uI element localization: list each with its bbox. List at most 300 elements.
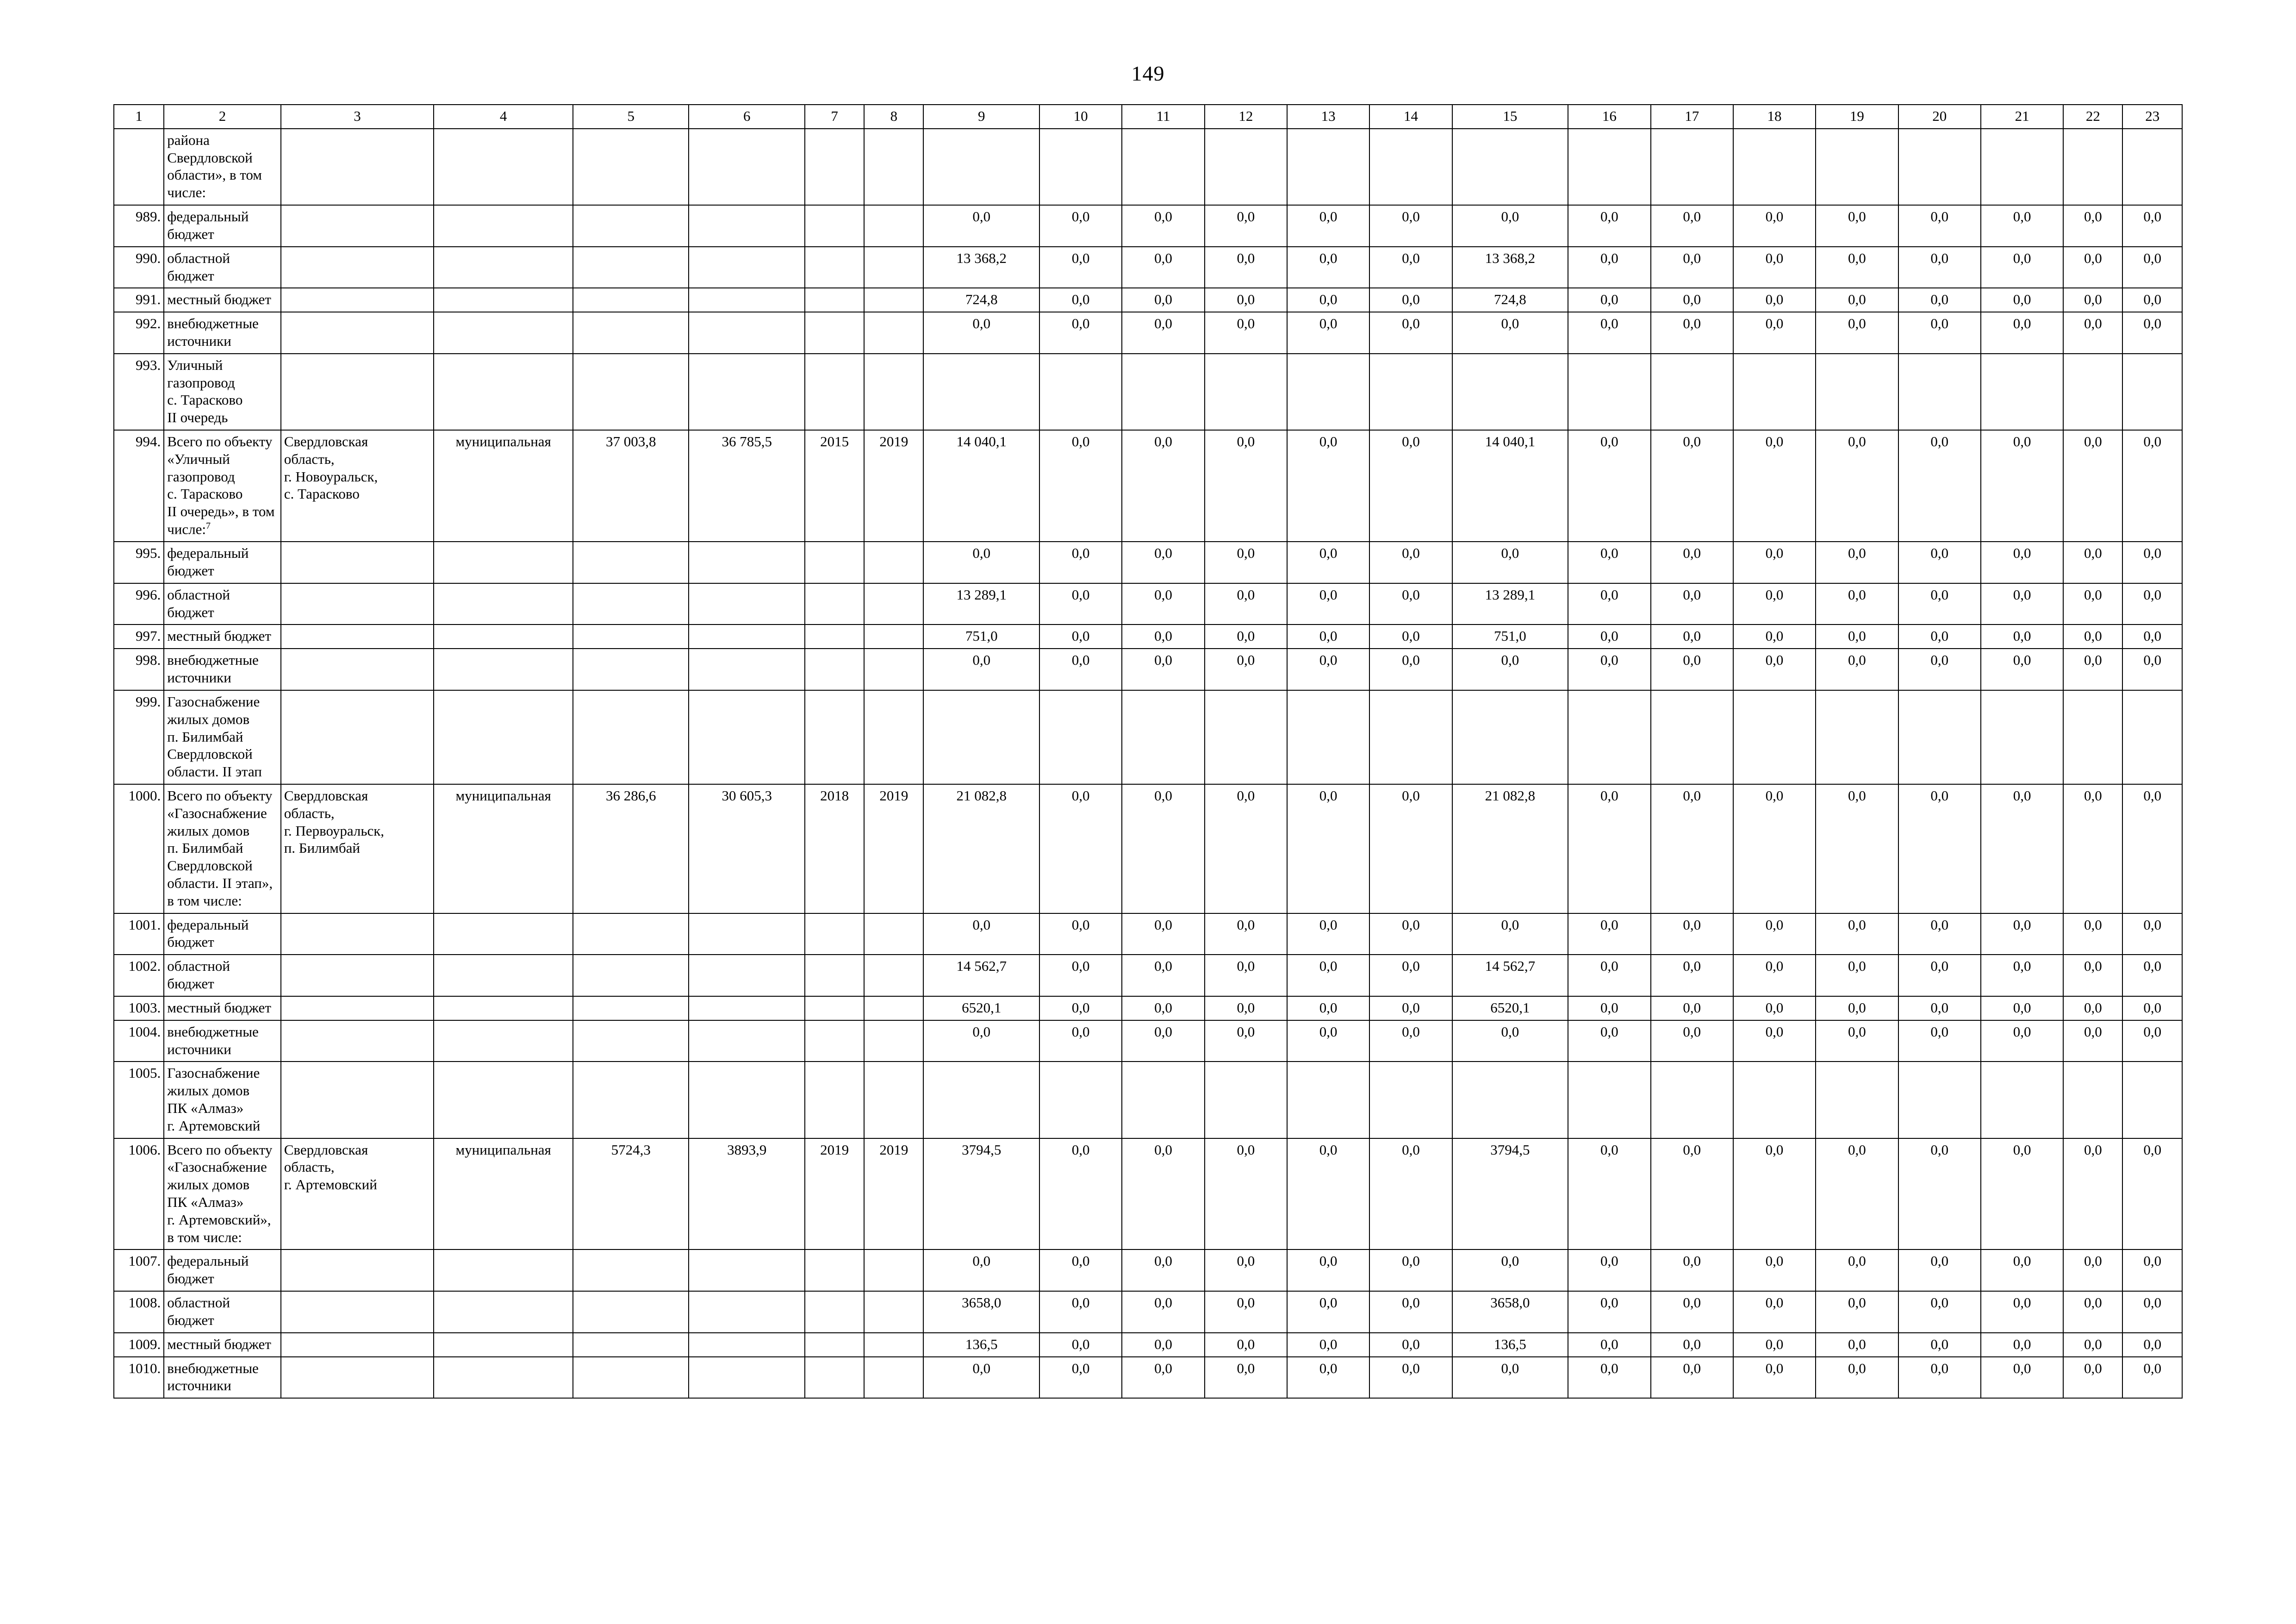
cell-empty	[281, 1062, 434, 1138]
cell-value: 6520,1	[1452, 996, 1568, 1020]
cell-value: 0,0	[1287, 542, 1369, 583]
cell-empty	[1452, 690, 1568, 784]
cell-empty	[805, 649, 864, 690]
cell-value: 0,0	[1733, 205, 1816, 247]
cell-value: 0,0	[1568, 913, 1650, 955]
cell-value: 2019	[805, 1138, 864, 1250]
cell-value: 0,0	[1122, 649, 1204, 690]
cell-empty	[573, 1249, 689, 1291]
table-row	[114, 430, 2182, 542]
cell-value: 3658,0	[923, 1291, 1039, 1333]
cell-value: 0,0	[1568, 542, 1650, 583]
cell-value: 0,0	[1981, 1333, 2063, 1357]
cell-value: 14 562,7	[1452, 955, 1568, 996]
cell-value: 0,0	[1733, 1357, 1816, 1399]
cell-empty	[1981, 129, 2063, 205]
cell-value: 0,0	[1122, 1138, 1204, 1250]
cell-value: 0,0	[2063, 955, 2122, 996]
cell-value: Свердловская область, г. Первоуральск, п. Билимбай	[281, 784, 434, 913]
cell-value: 0,0	[1287, 430, 1369, 542]
cell-value: 0,0	[1205, 430, 1287, 542]
cell-empty	[434, 690, 573, 784]
cell-value: 0,0	[2122, 288, 2182, 312]
cell-empty	[689, 1062, 805, 1138]
row-index: 1001.	[114, 913, 164, 955]
column-number-row	[114, 105, 2182, 129]
cell-value: 0,0	[1733, 583, 1816, 625]
cell-empty	[281, 625, 434, 649]
cell-empty	[689, 129, 805, 205]
cell-value: муниципальная	[434, 430, 573, 542]
cell-value: 136,5	[923, 1333, 1039, 1357]
cell-value: 0,0	[1651, 649, 1733, 690]
cell-empty	[923, 690, 1039, 784]
cell-value: 0,0	[2122, 1357, 2182, 1399]
cell-value: 0,0	[1122, 955, 1204, 996]
cell-empty	[281, 1249, 434, 1291]
table-row	[114, 288, 2182, 312]
cell-empty	[1981, 1062, 2063, 1138]
cell-value: 0,0	[2122, 1020, 2182, 1062]
cell-value: 0,0	[1733, 1249, 1816, 1291]
cell-value: 0,0	[2122, 1291, 2182, 1333]
cell-value: 0,0	[1039, 1020, 1122, 1062]
table-row	[114, 542, 2182, 583]
cell-value: 0,0	[1733, 955, 1816, 996]
cell-value: 0,0	[1898, 583, 1981, 625]
cell-value: 0,0	[923, 913, 1039, 955]
cell-value: 0,0	[1981, 312, 2063, 354]
cell-empty	[864, 625, 923, 649]
cell-value: 0,0	[1981, 996, 2063, 1020]
cell-value: 0,0	[2063, 247, 2122, 288]
cell-value: 2015	[805, 430, 864, 542]
cell-value: 3794,5	[1452, 1138, 1568, 1250]
cell-value: 0,0	[1039, 430, 1122, 542]
cell-empty	[2122, 129, 2182, 205]
cell-value: 0,0	[1369, 247, 1452, 288]
cell-value: 0,0	[1122, 205, 1204, 247]
cell-empty	[689, 247, 805, 288]
cell-value: 0,0	[1981, 1357, 2063, 1399]
row-index: 990.	[114, 247, 164, 288]
cell-value: 751,0	[923, 625, 1039, 649]
cell-value: 0,0	[1287, 247, 1369, 288]
row-label: Газоснабжение жилых домов п. Билимбай Свердловской области. II этап	[164, 690, 281, 784]
cell-value: 0,0	[1369, 1357, 1452, 1399]
cell-value: муниципальная	[434, 784, 573, 913]
cell-empty	[864, 1333, 923, 1357]
cell-value: 0,0	[1816, 1357, 1898, 1399]
cell-value: 0,0	[1981, 649, 2063, 690]
cell-value: 0,0	[1568, 288, 1650, 312]
row-label: областной бюджет	[164, 583, 281, 625]
column-number-17: 17	[1651, 105, 1733, 129]
cell-empty	[434, 247, 573, 288]
cell-empty	[1122, 1062, 1204, 1138]
cell-empty	[689, 913, 805, 955]
cell-value: 5724,3	[573, 1138, 689, 1250]
row-label: федеральный бюджет	[164, 913, 281, 955]
cell-value: 0,0	[1287, 1249, 1369, 1291]
cell-value: 0,0	[1287, 1357, 1369, 1399]
cell-empty	[573, 312, 689, 354]
cell-value: 0,0	[1287, 1333, 1369, 1357]
cell-value: 0,0	[2063, 205, 2122, 247]
cell-empty	[689, 625, 805, 649]
cell-value: 0,0	[1287, 625, 1369, 649]
cell-value: 0,0	[1733, 913, 1816, 955]
cell-value: 0,0	[1205, 649, 1287, 690]
table-row	[114, 1249, 2182, 1291]
cell-value: 0,0	[2063, 288, 2122, 312]
cell-value: 0,0	[1816, 1333, 1898, 1357]
table-row	[114, 1138, 2182, 1250]
cell-value: 0,0	[1651, 312, 1733, 354]
cell-value: 0,0	[2122, 312, 2182, 354]
cell-empty	[1369, 354, 1452, 430]
cell-value: 0,0	[2063, 625, 2122, 649]
cell-empty	[573, 205, 689, 247]
cell-empty	[281, 1357, 434, 1399]
table-row	[114, 690, 2182, 784]
cell-value: 0,0	[1122, 913, 1204, 955]
cell-empty	[1816, 354, 1898, 430]
cell-empty	[864, 129, 923, 205]
cell-empty	[1205, 354, 1287, 430]
cell-value: 3893,9	[689, 1138, 805, 1250]
cell-value: 0,0	[1733, 312, 1816, 354]
cell-value: 0,0	[1568, 247, 1650, 288]
cell-empty	[1205, 129, 1287, 205]
row-label: Всего по объекту «Газоснабжение жилых домов ПК «Алмаз» г. Артемовский», в том числе:	[164, 1138, 281, 1250]
cell-value: 0,0	[1039, 288, 1122, 312]
cell-value: 0,0	[1898, 247, 1981, 288]
column-number-1: 1	[114, 105, 164, 129]
cell-empty	[864, 354, 923, 430]
cell-empty	[805, 625, 864, 649]
row-index: 996.	[114, 583, 164, 625]
cell-value: 751,0	[1452, 625, 1568, 649]
cell-value: 0,0	[1287, 205, 1369, 247]
cell-empty	[2122, 354, 2182, 430]
cell-empty	[1039, 690, 1122, 784]
cell-empty	[2122, 1062, 2182, 1138]
cell-empty	[434, 649, 573, 690]
cell-empty	[1205, 1062, 1287, 1138]
cell-value: 21 082,8	[1452, 784, 1568, 913]
cell-value: 0,0	[1733, 625, 1816, 649]
cell-value: 0,0	[1452, 312, 1568, 354]
cell-empty	[434, 288, 573, 312]
row-index: 1008.	[114, 1291, 164, 1333]
cell-value: 0,0	[1898, 542, 1981, 583]
cell-empty	[573, 247, 689, 288]
cell-empty	[689, 955, 805, 996]
cell-empty	[1733, 690, 1816, 784]
cell-value: Свердловская область, г. Артемовский	[281, 1138, 434, 1250]
cell-value: 0,0	[1369, 205, 1452, 247]
cell-value: 0,0	[1122, 583, 1204, 625]
cell-empty	[805, 690, 864, 784]
cell-value: 0,0	[1369, 1291, 1452, 1333]
cell-empty	[689, 690, 805, 784]
cell-empty	[573, 996, 689, 1020]
cell-value: 0,0	[1651, 1333, 1733, 1357]
row-label: областной бюджет	[164, 1291, 281, 1333]
cell-value: 0,0	[1816, 312, 1898, 354]
cell-empty	[1205, 690, 1287, 784]
cell-value: 13 289,1	[1452, 583, 1568, 625]
cell-value: 0,0	[1651, 784, 1733, 913]
row-label: местный бюджет	[164, 996, 281, 1020]
cell-value: 0,0	[923, 1020, 1039, 1062]
cell-value: 0,0	[1651, 1138, 1733, 1250]
cell-empty	[1452, 1062, 1568, 1138]
cell-empty	[805, 354, 864, 430]
cell-empty	[1287, 129, 1369, 205]
cell-empty	[434, 354, 573, 430]
cell-empty	[281, 1291, 434, 1333]
table-row	[114, 1291, 2182, 1333]
cell-value: 0,0	[1452, 913, 1568, 955]
table-row	[114, 1062, 2182, 1138]
cell-value: 0,0	[1568, 649, 1650, 690]
cell-value: 0,0	[1816, 583, 1898, 625]
cell-value: 0,0	[1122, 625, 1204, 649]
cell-value: 0,0	[1816, 247, 1898, 288]
cell-empty	[1568, 1062, 1650, 1138]
cell-value: 0,0	[1039, 649, 1122, 690]
cell-value: 0,0	[1816, 542, 1898, 583]
cell-value: 0,0	[1733, 1020, 1816, 1062]
table-row	[114, 784, 2182, 913]
table-container	[0, 104, 2296, 1399]
cell-value: 3658,0	[1452, 1291, 1568, 1333]
cell-value: 0,0	[2063, 784, 2122, 913]
cell-value: 0,0	[1898, 312, 1981, 354]
cell-empty	[864, 1249, 923, 1291]
cell-empty	[573, 1062, 689, 1138]
cell-value: 0,0	[1122, 247, 1204, 288]
cell-value: 0,0	[923, 542, 1039, 583]
cell-empty	[1568, 690, 1650, 784]
cell-value: 0,0	[1369, 542, 1452, 583]
cell-empty	[2063, 690, 2122, 784]
cell-value: 0,0	[2122, 205, 2182, 247]
row-label: внебюджетные источники	[164, 649, 281, 690]
cell-empty	[1369, 129, 1452, 205]
cell-empty	[1039, 1062, 1122, 1138]
cell-empty	[805, 955, 864, 996]
column-number-12: 12	[1205, 105, 1287, 129]
row-label: местный бюджет	[164, 1333, 281, 1357]
cell-empty	[689, 1020, 805, 1062]
cell-empty	[689, 649, 805, 690]
row-label: федеральный бюджет	[164, 542, 281, 583]
cell-value: 21 082,8	[923, 784, 1039, 913]
row-label: местный бюджет	[164, 625, 281, 649]
cell-value: 0,0	[1733, 1333, 1816, 1357]
cell-value: 0,0	[1039, 1291, 1122, 1333]
cell-value: 0,0	[1039, 583, 1122, 625]
cell-value: 0,0	[1122, 312, 1204, 354]
table-row	[114, 1333, 2182, 1357]
cell-value: 0,0	[923, 312, 1039, 354]
cell-value: 0,0	[1981, 247, 2063, 288]
cell-value: 0,0	[1651, 1020, 1733, 1062]
cell-value: 724,8	[923, 288, 1039, 312]
table-row	[114, 955, 2182, 996]
cell-value: 0,0	[1568, 625, 1650, 649]
cell-value: 0,0	[2122, 247, 2182, 288]
cell-value: 0,0	[1287, 1138, 1369, 1250]
table-row	[114, 205, 2182, 247]
row-index: 1007.	[114, 1249, 164, 1291]
cell-value: 36 785,5	[689, 430, 805, 542]
cell-empty	[1733, 354, 1816, 430]
cell-value: 0,0	[1816, 784, 1898, 913]
cell-value: 0,0	[1733, 288, 1816, 312]
cell-empty	[805, 1333, 864, 1357]
cell-empty	[689, 996, 805, 1020]
table-row	[114, 913, 2182, 955]
cell-empty	[689, 583, 805, 625]
cell-value: 0,0	[1816, 955, 1898, 996]
column-number-3: 3	[281, 105, 434, 129]
cell-empty	[434, 913, 573, 955]
cell-value: 0,0	[1733, 996, 1816, 1020]
cell-value: 0,0	[1205, 955, 1287, 996]
row-label: внебюджетные источники	[164, 312, 281, 354]
cell-value: 0,0	[1568, 430, 1650, 542]
cell-value: 0,0	[1369, 996, 1452, 1020]
cell-value: 0,0	[1205, 1138, 1287, 1250]
cell-value: 0,0	[1369, 430, 1452, 542]
column-number-6: 6	[689, 105, 805, 129]
column-number-2: 2	[164, 105, 281, 129]
cell-value: 0,0	[1369, 288, 1452, 312]
cell-empty	[2063, 129, 2122, 205]
cell-empty	[805, 996, 864, 1020]
cell-empty	[573, 542, 689, 583]
cell-value: 0,0	[923, 1357, 1039, 1399]
cell-value: 0,0	[1287, 913, 1369, 955]
row-index: 1000.	[114, 784, 164, 913]
cell-value: 0,0	[1205, 996, 1287, 1020]
cell-value: 0,0	[2063, 312, 2122, 354]
row-index: 1006.	[114, 1138, 164, 1250]
cell-value: 0,0	[1816, 1020, 1898, 1062]
cell-empty	[434, 625, 573, 649]
cell-value: 0,0	[1568, 583, 1650, 625]
cell-value: 0,0	[1898, 1333, 1981, 1357]
cell-empty	[281, 129, 434, 205]
cell-empty	[2063, 354, 2122, 430]
table-row	[114, 312, 2182, 354]
cell-empty	[864, 1020, 923, 1062]
cell-value: 2019	[864, 784, 923, 913]
cell-empty	[281, 1020, 434, 1062]
cell-value: 0,0	[2063, 913, 2122, 955]
cell-value: 0,0	[1651, 625, 1733, 649]
cell-value: 0,0	[1898, 1357, 1981, 1399]
cell-value: 0,0	[1981, 1020, 2063, 1062]
cell-value: 0,0	[1452, 1020, 1568, 1062]
cell-value: 0,0	[1981, 784, 2063, 913]
column-number-14: 14	[1369, 105, 1452, 129]
cell-empty	[1651, 1062, 1733, 1138]
cell-empty	[1122, 354, 1204, 430]
cell-empty	[1039, 129, 1122, 205]
row-label: федеральный бюджет	[164, 205, 281, 247]
cell-empty	[689, 1333, 805, 1357]
cell-value: 13 368,2	[923, 247, 1039, 288]
cell-empty	[805, 247, 864, 288]
column-number-19: 19	[1816, 105, 1898, 129]
cell-value: 0,0	[1205, 1020, 1287, 1062]
row-label: района Свердловской области», в том числе:	[164, 129, 281, 205]
cell-empty	[573, 1357, 689, 1399]
cell-empty	[573, 690, 689, 784]
cell-value: 0,0	[2122, 542, 2182, 583]
cell-empty	[1369, 1062, 1452, 1138]
column-number-21: 21	[1981, 105, 2063, 129]
budget-table	[113, 104, 2183, 1399]
cell-value: 0,0	[1205, 1291, 1287, 1333]
cell-value: 0,0	[1651, 955, 1733, 996]
cell-empty	[864, 542, 923, 583]
cell-value: 0,0	[1369, 312, 1452, 354]
cell-empty	[281, 955, 434, 996]
footnote-marker: 7	[206, 521, 211, 531]
column-number-15: 15	[1452, 105, 1568, 129]
cell-value: 0,0	[1369, 625, 1452, 649]
cell-value: 0,0	[1039, 1333, 1122, 1357]
cell-value: 0,0	[1205, 784, 1287, 913]
cell-empty	[573, 913, 689, 955]
cell-value: 0,0	[1287, 1291, 1369, 1333]
row-index: 989.	[114, 205, 164, 247]
cell-empty	[434, 996, 573, 1020]
cell-value: 0,0	[1651, 583, 1733, 625]
cell-empty	[281, 649, 434, 690]
cell-value: 0,0	[2063, 649, 2122, 690]
table-row	[114, 247, 2182, 288]
cell-value: 0,0	[1816, 625, 1898, 649]
cell-value: 0,0	[1981, 583, 2063, 625]
cell-empty	[1898, 690, 1981, 784]
cell-empty	[864, 247, 923, 288]
cell-value: 0,0	[2122, 583, 2182, 625]
row-index: 1005.	[114, 1062, 164, 1138]
cell-value: 0,0	[1122, 542, 1204, 583]
cell-value: 0,0	[923, 1249, 1039, 1291]
cell-empty	[281, 205, 434, 247]
cell-empty	[864, 312, 923, 354]
cell-value: 0,0	[1205, 205, 1287, 247]
cell-value: 0,0	[1205, 1357, 1287, 1399]
cell-value: 2019	[864, 430, 923, 542]
cell-empty	[864, 690, 923, 784]
cell-value: 0,0	[1287, 1020, 1369, 1062]
cell-value: 0,0	[1568, 1249, 1650, 1291]
cell-value: 0,0	[1816, 288, 1898, 312]
cell-value: 0,0	[1122, 288, 1204, 312]
column-number-20: 20	[1898, 105, 1981, 129]
row-index: 1009.	[114, 1333, 164, 1357]
column-number-22: 22	[2063, 105, 2122, 129]
